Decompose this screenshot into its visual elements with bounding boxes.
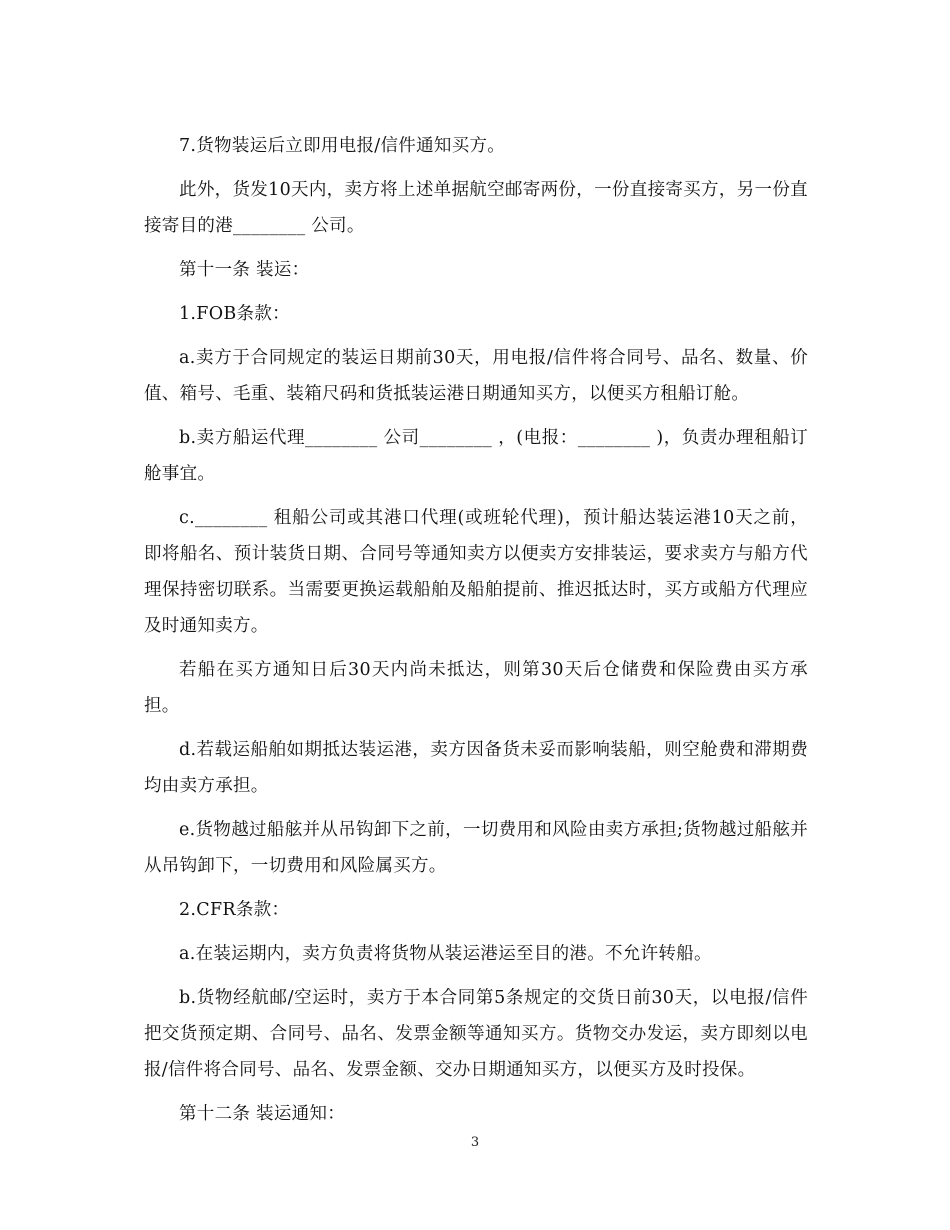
paragraph-cfr-b: b.货物经航邮/空运时，卖方于本合同第5条规定的交货日前30天，以电报/信件把交货预定期、合同号、品名、发票金额等通知买方。货物交办发运，卖方即刻以电报/信件将合同号、品名、发票金额、交办日期通知买方，以便买方及时投保。 bbox=[144, 988, 808, 1080]
paragraph-fob-b: b.卖方船运代理________ 公司________ ，(电报：________ )，负责办理租船订舱事宜。 bbox=[144, 428, 808, 484]
paragraph-document-mailing: 此外，货发10天内，卖方将上述单据航空邮寄两份，一份直接寄买方，另一份直接寄目的港________ 公司。 bbox=[144, 180, 808, 236]
section-heading-article-12: 第十二条 装运通知： bbox=[179, 1104, 346, 1124]
document-body bbox=[144, 128, 808, 1140]
paragraph-fob-e: e.货物越过船舷并从吊钩卸下之前，一切费用和风险由卖方承担;货物越过船舷并从吊钩卸下，一切费用和风险属买方。 bbox=[144, 820, 808, 876]
subsection-heading-cfr: 2.CFR条款： bbox=[179, 900, 290, 920]
section-heading-article-11: 第十一条 装运： bbox=[179, 260, 310, 280]
paragraph-fob-a: a.卖方于合同规定的装运日期前30天，用电报/信件将合同号、品名、数量、价值、箱号、毛重、装箱尺码和货抵装运港日期通知买方，以便买方租船订舱。 bbox=[144, 348, 808, 404]
subsection-heading-fob: 1.FOB条款： bbox=[179, 304, 290, 324]
paragraph-cfr-a: a.在装运期内，卖方负责将货物从装运港运至目的港。不允许转船。 bbox=[179, 944, 712, 964]
paragraph-fob-d: d.若载运船舶如期抵达装运港，卖方因备货未妥而影响装船，则空舱费和滞期费均由卖方承担。 bbox=[144, 740, 808, 796]
paragraph-fob-c-extra: 若船在买方通知日后30天内尚未抵达，则第30天后仓储费和保险费由买方承担。 bbox=[144, 660, 808, 716]
page-number: 3 bbox=[470, 1135, 480, 1150]
paragraph-item-7: 7.货物装运后立即用电报/信件通知买方。 bbox=[179, 136, 506, 156]
paragraph-fob-c: c.________ 租船公司或其港口代理(或班轮代理)，预计船达装运港10天之前，即将船名、预计装货日期、合同号等通知卖方以便卖方安排装运，要求卖方与船方代理保持密切联系。当需要更换运载船舶及船舶提前、推迟抵达时，买方或船方代理应及时通知卖方。 bbox=[144, 508, 808, 636]
